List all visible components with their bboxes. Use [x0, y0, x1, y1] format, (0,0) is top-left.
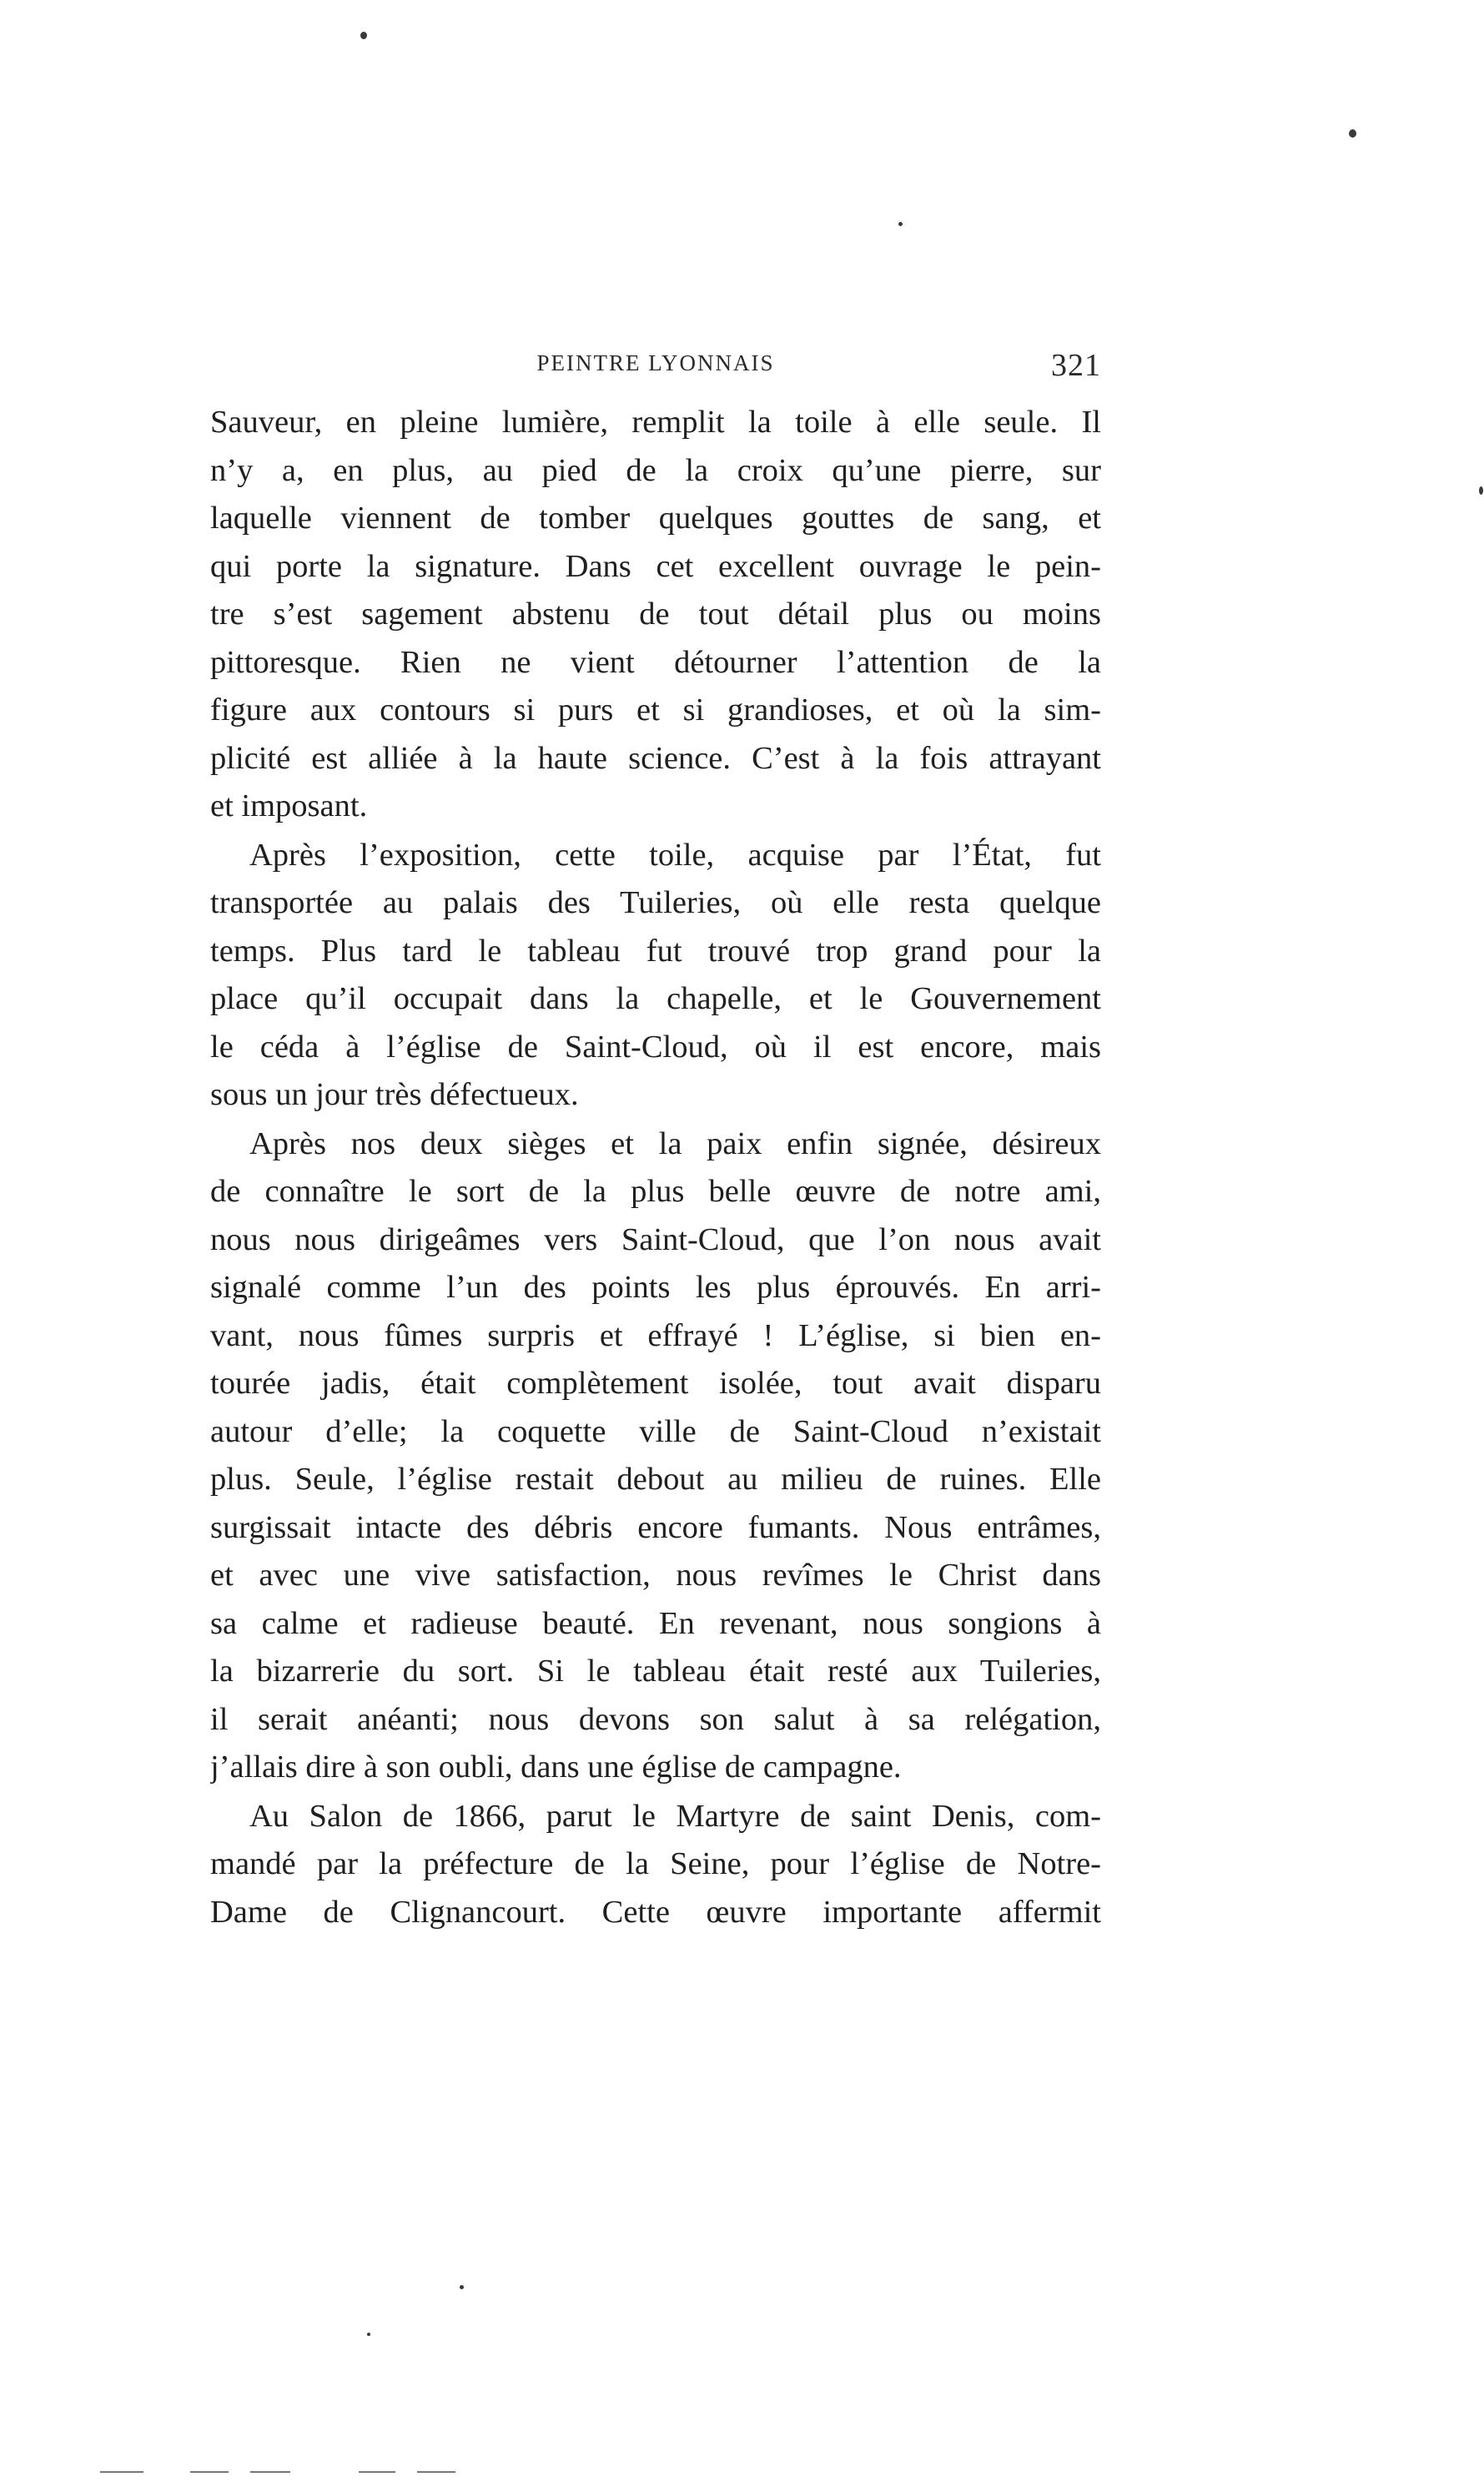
- text-line: sous un jour très défectueux.: [210, 1077, 579, 1112]
- text-line: vant, nous fûmes surpris et effrayé ! L’église, si bien en-: [210, 1317, 1101, 1353]
- text-line: et imposant.: [210, 788, 368, 823]
- text-line: n’y a, en plus, au pied de la croix qu’une pierre, sur: [210, 452, 1101, 488]
- text-line: laquelle viennent de tomber quelques gouttes de sang, et: [210, 501, 1101, 536]
- scan-speck: [367, 2333, 370, 2336]
- scan-speck: [460, 2285, 464, 2289]
- text-line: figure aux contours si purs et si grandioses, et où la sim-: [210, 692, 1101, 727]
- scan-mark: [250, 2471, 290, 2473]
- paragraph-first-line: Après l’exposition, cette toile, acquise par l’État, fut: [249, 837, 1101, 873]
- scan-mark: [417, 2471, 455, 2473]
- scan-mark: [359, 2471, 395, 2473]
- text-line: et avec une vive satisfaction, nous revîmes le Christ dans: [210, 1558, 1101, 1593]
- text-line: nous nous dirigeâmes vers Saint-Cloud, que l’on nous avait: [210, 1221, 1101, 1257]
- paragraph-first-line: Au Salon de 1866, parut le Martyre de saint Denis, com-: [249, 1798, 1101, 1834]
- text-line: temps. Plus tard le tableau fut trouvé trop grand pour la: [210, 933, 1101, 969]
- text-line: Dame de Clignancourt. Cette œuvre importante affermit: [210, 1894, 1101, 1930]
- scan-speck: [898, 222, 903, 226]
- text-line: plus. Seule, l’église restait debout au milieu de ruines. Elle: [210, 1462, 1101, 1497]
- text-line: le céda à l’église de Saint-Cloud, où il est encore, mais: [210, 1029, 1101, 1065]
- scan-mark: [190, 2471, 229, 2473]
- scan-speck: [1349, 129, 1356, 138]
- text-line: qui porte la signature. Dans cet excellent ouvrage le pein-: [210, 548, 1101, 584]
- running-title: PEINTRE LYONNAIS: [536, 350, 775, 375]
- text-line: transportée au palais des Tuileries, où elle resta quelque: [210, 885, 1101, 920]
- text-line: tourée jadis, était complètement isolée, tout avait disparu: [210, 1366, 1101, 1401]
- text-line: sa calme et radieuse beauté. En revenant, nous songions à: [210, 1605, 1101, 1641]
- text-line: il serait anéanti; nous devons son salut à sa relégation,: [210, 1701, 1101, 1737]
- page-number: 321: [1051, 348, 1101, 383]
- text-line: mandé par la préfecture de la Seine, pour l’église de Notre-: [210, 1846, 1101, 1881]
- body-text: [210, 399, 1101, 1936]
- paragraph-first-line: Après nos deux sièges et la paix enfin signée, désireux: [249, 1125, 1101, 1161]
- running-head: [210, 350, 1101, 394]
- scan-mark: [100, 2471, 143, 2473]
- text-line: place qu’il occupait dans la chapelle, et le Gouvernement: [210, 981, 1101, 1016]
- text-line: pittoresque. Rien ne vient détourner l’attention de la: [210, 644, 1101, 680]
- text-line: tre s’est sagement abstenu de tout détail plus ou moins: [210, 597, 1101, 632]
- text-line: Sauveur, en pleine lumière, remplit la toile à elle seule. Il: [210, 405, 1101, 440]
- text-line: surgissait intacte des débris encore fumants. Nous entrâmes,: [210, 1509, 1101, 1545]
- text-line: la bizarrerie du sort. Si le tableau était resté aux Tuileries,: [210, 1654, 1101, 1689]
- text-line: signalé comme l’un des points les plus éprouvés. En arri-: [210, 1270, 1101, 1305]
- text-line: plicité est alliée à la haute science. C’est à la fois attrayant: [210, 740, 1101, 776]
- scan-speck: [360, 32, 367, 39]
- text-line: de connaître le sort de la plus belle œuvre de notre ami,: [210, 1174, 1101, 1209]
- scan-speck: [1479, 486, 1483, 495]
- text-line: autour d’elle; la coquette ville de Saint-Cloud n’existait: [210, 1413, 1101, 1449]
- text-line: j’allais dire à son oubli, dans une église de campagne.: [210, 1749, 902, 1785]
